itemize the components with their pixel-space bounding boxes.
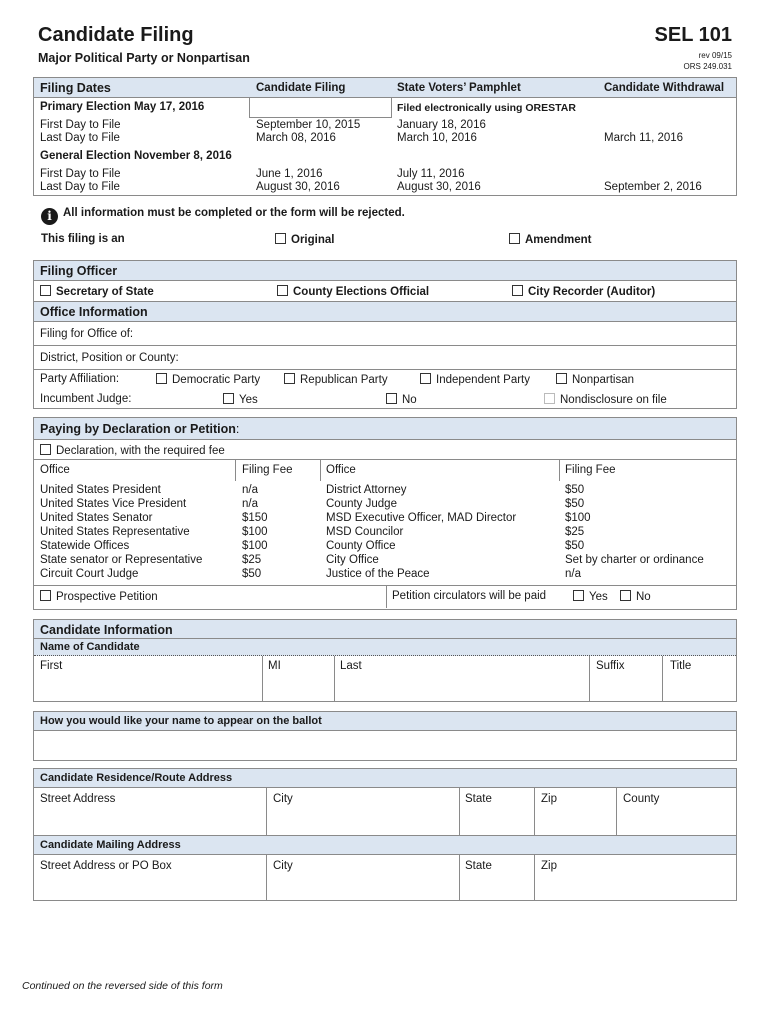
democratic-checkbox[interactable] xyxy=(156,373,167,384)
continued-note: Continued on the reversed side of this form xyxy=(22,980,223,992)
general-election-title: General Election November 8, 2016 xyxy=(40,150,232,162)
list-item: $50 xyxy=(565,484,585,496)
residence-address-section xyxy=(33,768,737,901)
secretary-of-state-checkbox[interactable] xyxy=(40,285,51,296)
residence-county-field[interactable]: County xyxy=(623,793,660,805)
list-item: United States President xyxy=(40,484,161,496)
residence-city-field[interactable]: City xyxy=(273,793,293,805)
mailing-address-heading: Candidate Mailing Address xyxy=(40,839,181,851)
residence-address-header xyxy=(34,769,736,788)
amendment-checkbox[interactable] xyxy=(509,233,520,244)
mailing-city-field[interactable]: City xyxy=(273,860,293,872)
form-revision xyxy=(684,50,732,72)
primary-pamphlet-last: March 10, 2016 xyxy=(397,132,477,144)
filing-officer-section xyxy=(33,260,737,409)
independent-checkbox[interactable] xyxy=(420,373,431,384)
nonpartisan-label: Nonpartisan xyxy=(572,374,635,386)
incumbent-no-checkbox[interactable] xyxy=(386,393,397,404)
list-item: $100 xyxy=(242,526,268,538)
filing-dates-table xyxy=(33,77,737,196)
fee-col-fee-right: Filing Fee xyxy=(565,464,616,476)
residence-address-fields xyxy=(34,788,736,836)
list-item: County Office xyxy=(326,540,396,552)
list-item: $100 xyxy=(565,512,591,524)
last-name-field[interactable]: Last xyxy=(340,660,362,672)
list-item: $100 xyxy=(242,540,268,552)
ballot-name-heading: How you would like your name to appear on the ballot xyxy=(40,715,322,727)
office-information-header xyxy=(34,302,736,322)
residence-state-field[interactable]: State xyxy=(465,793,492,805)
candidate-name-fields xyxy=(34,656,736,701)
mailing-address-header xyxy=(34,836,736,855)
declaration-label: Declaration, with the required fee xyxy=(56,445,225,457)
officer-county-elections[interactable] xyxy=(277,285,429,298)
list-item: Statewide Offices xyxy=(40,540,130,552)
list-item: United States Representative xyxy=(40,526,190,538)
amendment-label: Amendment xyxy=(525,234,592,246)
list-item: State senator or Representative xyxy=(40,554,203,566)
prospective-row xyxy=(34,586,736,608)
general-pamphlet-first: July 11, 2016 xyxy=(397,168,465,180)
party-democratic[interactable] xyxy=(156,373,260,386)
list-item: $25 xyxy=(565,526,585,538)
first-name-field[interactable]: First xyxy=(40,660,63,672)
list-item: n/a xyxy=(565,568,581,580)
candidate-information-section xyxy=(33,619,737,702)
ballot-name-section xyxy=(33,711,737,761)
incumbent-no[interactable] xyxy=(386,393,417,406)
primary-last-day-label: Last Day to File xyxy=(40,132,120,144)
primary-first-day-label: First Day to File xyxy=(40,119,121,131)
office-of-row[interactable] xyxy=(34,322,736,346)
residence-street-field[interactable]: Street Address xyxy=(40,793,116,805)
general-pamphlet-last: August 30, 2016 xyxy=(397,181,481,193)
primary-withdrawal: March 11, 2016 xyxy=(604,132,684,144)
primary-filing-last: March 08, 2016 xyxy=(256,132,336,144)
circulators-yes[interactable] xyxy=(573,590,608,603)
prospective-checkbox[interactable] xyxy=(40,590,51,601)
republican-label: Republican Party xyxy=(300,374,388,386)
incumbent-judge-label: Incumbent Judge: xyxy=(40,393,132,405)
middle-initial-field[interactable]: MI xyxy=(268,660,281,672)
office-information-heading: Office Information xyxy=(40,305,148,319)
mailing-street-field[interactable]: Street Address or PO Box xyxy=(40,860,172,872)
right-office-list xyxy=(326,483,516,581)
district-label: District, Position or County: xyxy=(40,352,179,364)
list-item: Justice of the Peace xyxy=(326,568,430,580)
incumbent-no-label: No xyxy=(402,394,417,406)
prospective-option[interactable] xyxy=(40,590,158,603)
form-code: SEL 101 xyxy=(654,24,732,46)
original-checkbox[interactable] xyxy=(275,233,286,244)
mailing-address-fields xyxy=(34,855,736,900)
filing-officer-options-row xyxy=(34,281,736,302)
nonpartisan-checkbox[interactable] xyxy=(556,373,567,384)
party-incumbent-rows xyxy=(34,370,736,408)
circulators-label: Petition circulators will be paid xyxy=(392,590,547,602)
filing-type-label: This filing is an xyxy=(41,233,125,245)
officer-city-recorder[interactable] xyxy=(512,285,655,298)
county-elections-label: County Elections Official xyxy=(293,286,430,298)
party-nonpartisan[interactable] xyxy=(556,373,634,386)
list-item: MSD Executive Officer, MAD Director xyxy=(326,512,517,524)
original-label: Original xyxy=(291,234,335,246)
general-withdrawal: September 2, 2016 xyxy=(604,181,702,193)
circulators-yes-checkbox[interactable] xyxy=(573,590,584,601)
general-filing-last: August 30, 2016 xyxy=(256,181,340,193)
original-option[interactable] xyxy=(275,233,334,246)
list-item: County Judge xyxy=(326,498,397,510)
circulators-no[interactable] xyxy=(620,590,651,603)
name-of-candidate-heading: Name of Candidate xyxy=(40,641,140,653)
list-item: United States Senator xyxy=(40,512,153,524)
list-item: City Office xyxy=(326,554,379,566)
fee-col-office-left: Office xyxy=(40,464,70,476)
declaration-option[interactable] xyxy=(40,444,225,457)
circulators-no-checkbox[interactable] xyxy=(620,590,631,601)
secretary-of-state-label: Secretary of State xyxy=(56,286,154,298)
rejection-notice-text: All information must be completed or the form will be rejected. xyxy=(63,207,405,219)
list-item: $50 xyxy=(242,568,262,580)
list-item: n/a xyxy=(242,498,258,510)
declaration-checkbox[interactable] xyxy=(40,444,51,455)
declaration-row xyxy=(34,440,736,460)
ballot-name-header xyxy=(34,712,736,731)
primary-election-title: Primary Election May 17, 2016 xyxy=(40,101,205,113)
right-fee-list xyxy=(565,483,704,581)
party-republican[interactable] xyxy=(284,373,388,386)
orestar-note: Filed electronically using ORESTAR xyxy=(397,102,576,114)
mailing-state-field[interactable]: State xyxy=(465,860,492,872)
suffix-field[interactable]: Suffix xyxy=(596,660,625,672)
list-item: District Attorney xyxy=(326,484,407,496)
incumbent-yes-label: Yes xyxy=(239,394,258,406)
city-recorder-checkbox[interactable] xyxy=(512,285,523,296)
incumbent-yes[interactable] xyxy=(223,393,258,406)
filing-dates-heading: Filing Dates xyxy=(40,81,111,95)
paying-section xyxy=(33,417,737,610)
candidate-information-heading: Candidate Information xyxy=(40,623,173,637)
candidate-information-header xyxy=(34,620,736,639)
list-item: Set by charter or ordinance xyxy=(565,554,704,566)
county-elections-checkbox[interactable] xyxy=(277,285,288,296)
list-item: MSD Councilor xyxy=(326,526,404,538)
independent-label: Independent Party xyxy=(436,374,530,386)
form-subtitle: Major Political Party or Nonpartisan xyxy=(38,51,250,65)
residence-address-heading: Candidate Residence/Route Address xyxy=(40,772,233,784)
circulators-no-label: No xyxy=(636,591,651,603)
district-row[interactable] xyxy=(34,346,736,370)
title-field[interactable]: Title xyxy=(670,660,692,672)
nondisclosure-label: Nondisclosure on file xyxy=(560,394,667,406)
paying-heading: Paying by Declaration or Petition: xyxy=(40,422,240,436)
list-item: n/a xyxy=(242,484,258,496)
primary-pamphlet-first: January 18, 2016 xyxy=(397,119,486,131)
republican-checkbox[interactable] xyxy=(284,373,295,384)
primary-election-row xyxy=(34,98,736,197)
incumbent-yes-checkbox[interactable] xyxy=(223,393,234,404)
list-item: $25 xyxy=(242,554,262,566)
list-item: $50 xyxy=(565,498,585,510)
filing-for-office-label: Filing for Office of: xyxy=(40,328,134,340)
list-item: Circuit Court Judge xyxy=(40,568,139,580)
list-item: $150 xyxy=(242,512,268,524)
primary-filing-first: September 10, 2015 xyxy=(256,119,361,131)
rev-date: rev 09/15 xyxy=(698,51,732,60)
form-title: Candidate Filing xyxy=(38,24,194,46)
fee-col-fee-left: Filing Fee xyxy=(242,464,293,476)
circulators-yes-label: Yes xyxy=(589,591,608,603)
democratic-label: Democratic Party xyxy=(172,374,261,386)
fee-col-office-right: Office xyxy=(326,464,356,476)
rejection-notice xyxy=(41,207,405,225)
amendment-option[interactable] xyxy=(509,233,591,246)
paying-header xyxy=(34,418,736,440)
info-icon: i xyxy=(41,208,58,225)
general-filing-first: June 1, 2016 xyxy=(256,168,323,180)
ors-reference: ORS 249.031 xyxy=(683,62,732,71)
party-affiliation-label: Party Affiliation: xyxy=(40,373,120,385)
ballot-name-field[interactable] xyxy=(34,731,736,760)
list-item: $50 xyxy=(565,540,585,552)
list-item: United States Vice President xyxy=(40,498,187,510)
city-recorder-label: City Recorder (Auditor) xyxy=(528,286,656,298)
nondisclosure-checkbox[interactable] xyxy=(544,393,555,404)
general-first-day-label: First Day to File xyxy=(40,168,121,180)
filing-dates-header-row xyxy=(34,78,736,98)
filing-officer-heading: Filing Officer xyxy=(40,264,118,278)
col-voters-pamphlet: State Voters’ Pamphlet xyxy=(397,82,521,94)
fee-table xyxy=(34,460,736,586)
left-fee-list xyxy=(242,483,268,581)
mailing-zip-field[interactable]: Zip xyxy=(541,860,557,872)
left-office-list xyxy=(40,483,202,581)
prospective-label: Prospective Petition xyxy=(56,591,158,603)
col-candidate-filing: Candidate Filing xyxy=(256,82,346,94)
col-candidate-withdrawal: Candidate Withdrawal xyxy=(604,82,725,94)
officer-secretary-of-state[interactable] xyxy=(40,285,154,298)
residence-zip-field[interactable]: Zip xyxy=(541,793,557,805)
name-of-candidate-header xyxy=(34,639,736,656)
nondisclosure[interactable] xyxy=(544,393,667,406)
filing-officer-header xyxy=(34,261,736,281)
general-last-day-label: Last Day to File xyxy=(40,181,120,193)
party-independent[interactable] xyxy=(420,373,530,386)
